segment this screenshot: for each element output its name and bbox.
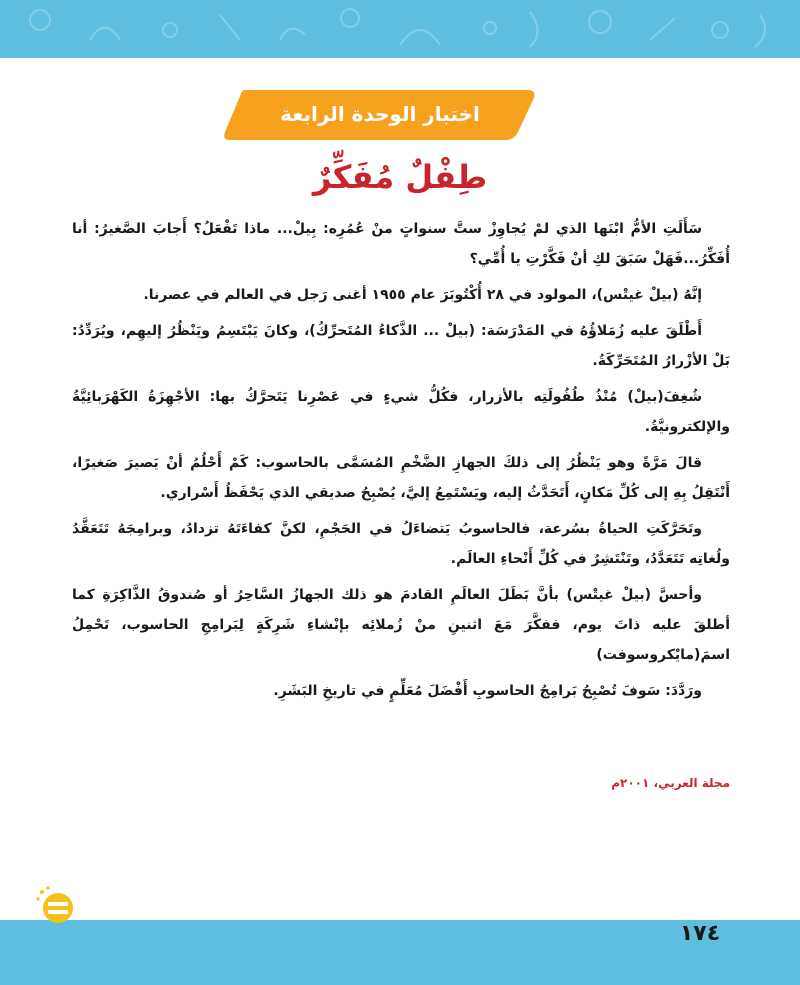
page-number: ١٧٤: [679, 921, 721, 946]
unit-banner: [222, 86, 538, 142]
story-body: [72, 214, 730, 712]
paragraph: سَأَلَتِ الأمُّ ابْنَها الذي لمْ يُجاوِزْ ستَّ سنواتٍ منْ عُمُرِه: بِيلْ... ماذا تَفْعَلُ؟ أَجابَ الصَّغيرُ: أنا أُفَكِّرُ...فَهَلْ سَبَقَ لكِ أنْ فَكَّرْتِ يا أُمِّي؟: [72, 221, 730, 267]
paragraph: أَطْلَقَ عليه زُمَلاؤُهُ في المَدْرَسَة: (بيلْ ... الذَّكاءُ المُتَحرِّكُ)، وكانَ يَبْتَسِمُ ويَنْظُرُ إليهِم، ويُرَدِّدُ: بَلْ الأزْرارُ المُتَحَرِّكَةُ.: [72, 323, 730, 369]
top-decorative-band: [0, 0, 800, 58]
paragraph: شُغِفَ(بيلْ) مُنْذُ طُفُولَتِه بالأزرار، فكُلُّ شيءٍ في عَصْرِنا يَتَحرَّكُ بها: الأجْهِزَةُ الكَهْرَبائِيَّةُ والإلكترونيَّةُ.: [72, 389, 730, 435]
band-pattern: [0, 0, 800, 58]
paragraph: قالَ مَرَّةً وهو يَنْظُرُ إلى ذلكَ الجهازِ الضَّخْمِ المُسَمَّى بالحاسوب: كَمْ أَحْلُمُ أنْ يَصيرَ صَغيرًا، أَنْتَقِلُ بِهِ إلى كُلِّ مَكانٍ، أَتَحَدَّثُ إليه، ويَسْتَمِعُ إليَّ، يُصْبِحُ صديقي الذي يَحْفَظُ أَسْراري.: [72, 455, 730, 501]
paragraph: ورَدَّدَ: سَوفَ تُصْبِحُ بَرامِجُ الحاسوبِ أَفْضَلَ مُعَلِّمٍ في تاريخِ البَشَرِ.: [273, 683, 702, 699]
publisher-logo-icon: [34, 884, 80, 926]
paragraph: وأحسَّ (بيلْ غيتْس) بأنَّ بَطَلَ العالَمِ القادمَ هو ذلك الجهازُ السَّاحِرُ أو صُندوقُ الذَّاكِرَةِ كما أطلقَ عليه ذاتَ يوم، ففكَّرَ مَعَ اثنينِ منْ زُملائِه بإنْشاءِ شَرِكَةٍ لِبَرامِجِ الحاسوب، تَحْمِلُ اسمَ(مايْكروسوفت): [72, 587, 730, 663]
unit-title: اختبار الوحدة الرابعة: [280, 102, 480, 126]
paragraph: إنَّهُ (بيلْ غيتْس)، المولود في ٢٨ أُكْتُوبَرَ عام ١٩٥٥ أغنى رَجل في العالم في عصرنا.: [143, 287, 702, 303]
source-credit: مجلة العربي، ٢٠٠١م: [611, 776, 730, 790]
logo-mark: [34, 884, 80, 926]
paragraph: وتَحَرَّكَتِ الحياةُ بسُرعة، فالحاسوبُ يَتضاءَلُ في الحَجْمِ، لكنَّ كفاءَتَهُ تزدادُ، وبرامِجَهُ تَتَعَقَّدُ ولُغاتِه تَتَعَدَّدُ، وتَنْتَشِرُ في كُلِّ أَنْحاءِ العالَم.: [72, 521, 730, 567]
story-title: طِفْلٌ مُفَكِّرٌ: [312, 158, 488, 196]
